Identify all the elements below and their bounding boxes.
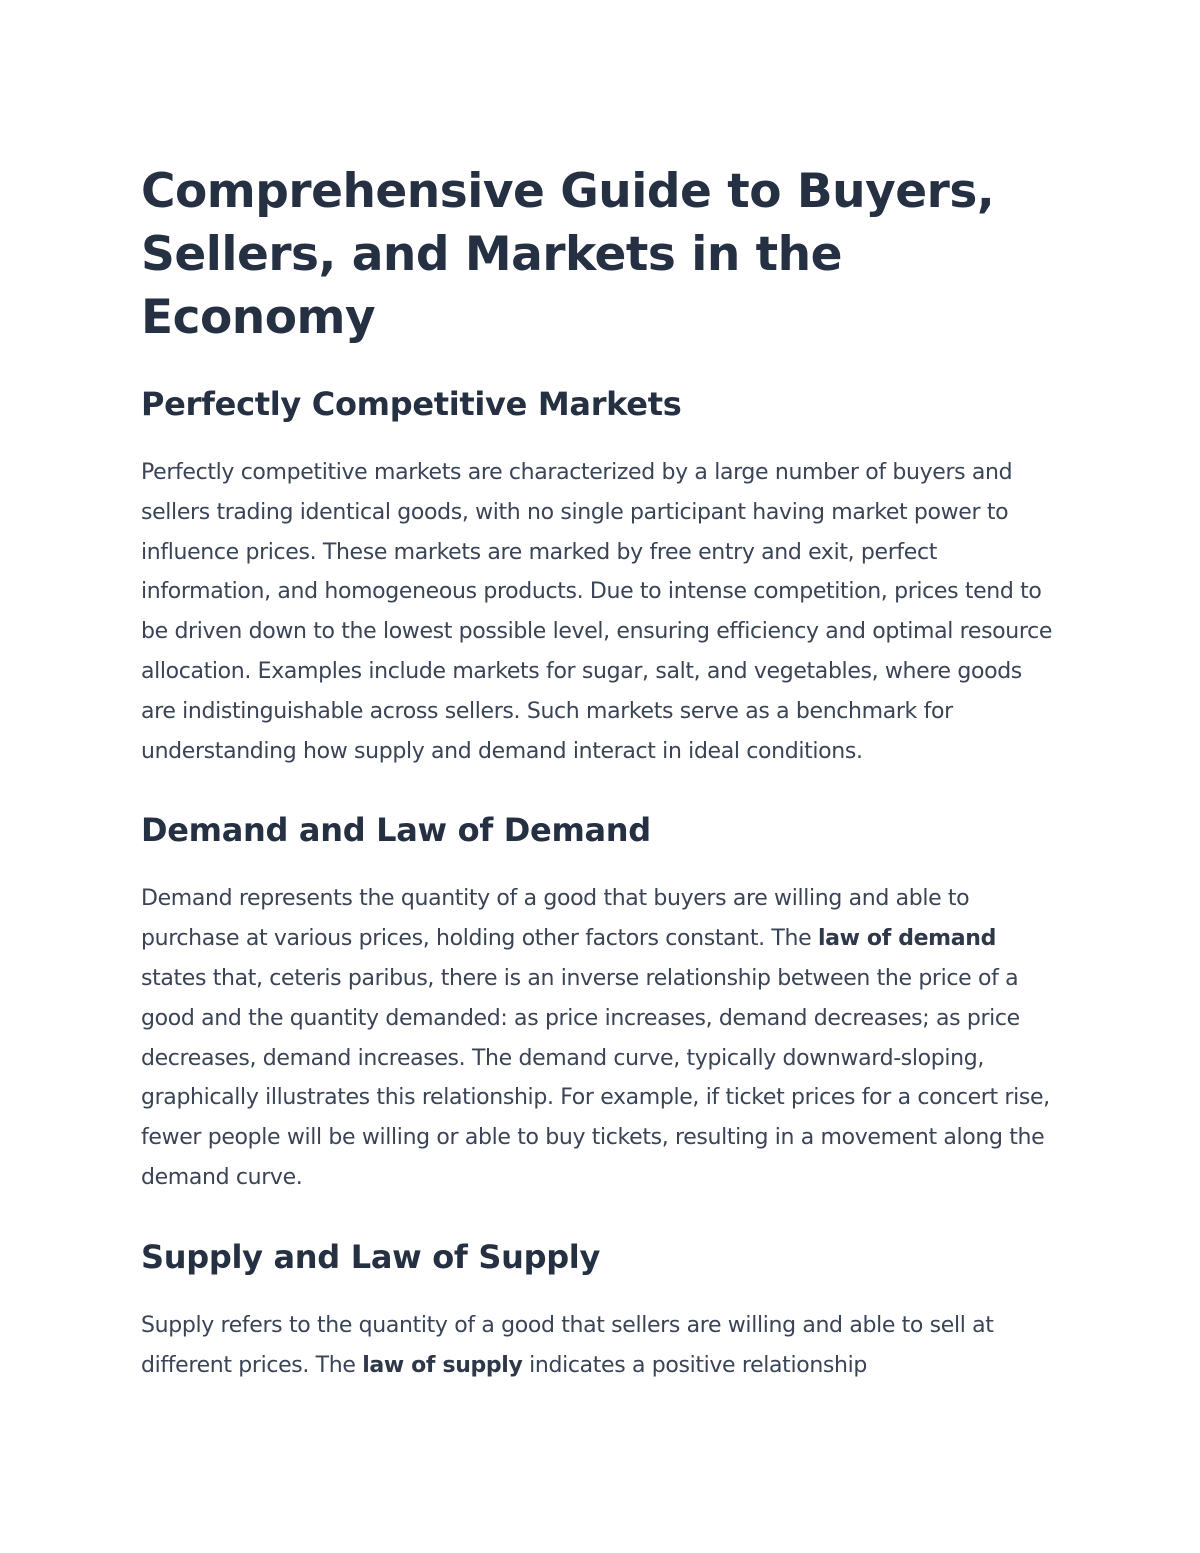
- section-heading-supply: Supply and Law of Supply: [141, 1237, 601, 1276]
- section-heading-demand: Demand and Law of Demand: [141, 811, 651, 850]
- paragraph-text: Supply refers to the quantity of a good that sellers are willing and able to sell at different prices. The: [141, 1312, 994, 1378]
- section-paragraph-supply: [141, 1306, 1056, 1386]
- bold-term-law-of-demand: law of demand: [817, 926, 996, 952]
- section-heading-perfectly-competitive-markets: Perfectly Competitive Markets: [141, 385, 682, 423]
- paragraph-text: indicates a positive relationship: [522, 1352, 867, 1378]
- bold-term-law-of-supply: law of supply: [362, 1352, 523, 1378]
- document-page: [141, 160, 1056, 1385]
- section-paragraph-perfectly-competitive-markets: Perfectly competitive markets are characterized by a large number of buyers and sellers trading identical goods, with no single participant having market power to influence prices. These markets are marked by free entry and exit, perfect information, and homogeneous products. Due to intense competition, prices tend to be driven down to the lowest possible level, ensuring efficiency and optimal resource allocation. Examples include markets for sugar, salt, and vegetables, where goods are indistinguishable across sellers. Such markets serve as a benchmark for understanding how supply and demand interact in ideal conditions.: [141, 460, 1053, 764]
- paragraph-text: states that, ceteris paribus, there is an inverse relationship between the price of a good and the quantity demanded: as price increases, demand decreases; as price decreases, demand increases. The demand curve, typically downward-sloping, graphically illustrates this relationship. For example, if ticket prices for a concert rise, fewer people will be willing or able to buy tickets, resulting in a movement along the demand curve.: [141, 965, 1050, 1190]
- section-paragraph-demand: [141, 879, 1056, 1197]
- document-title: Comprehensive Guide to Buyers, Sellers, and Markets in the Economy: [141, 164, 995, 345]
- paragraph-text: Demand represents the quantity of a good that buyers are willing and able to purchase at various prices, holding other factors constant. The: [141, 886, 970, 952]
